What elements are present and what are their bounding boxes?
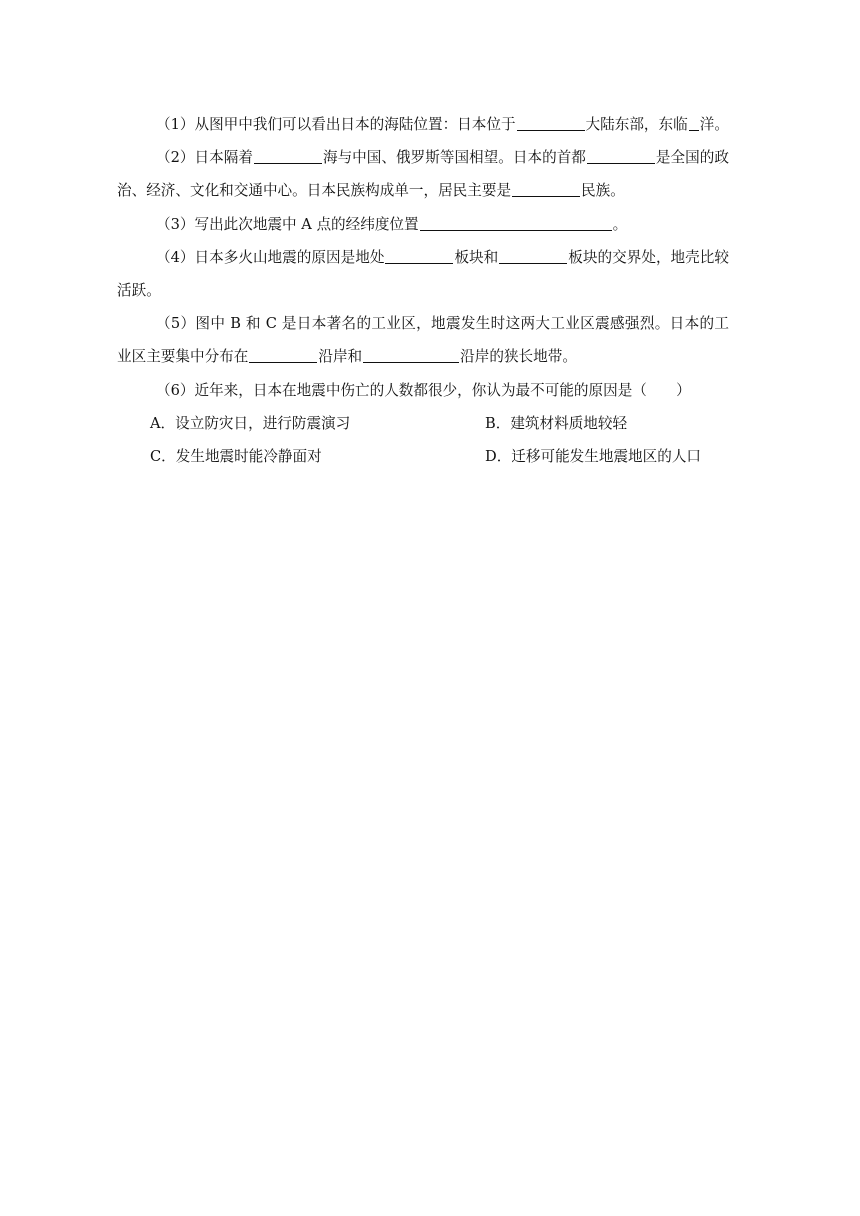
q4-text-2: 板块和 (454, 248, 499, 266)
q4-text-3: 板块的交界处，地壳比较活跃。 (117, 248, 729, 300)
answer-blank-coast-2[interactable] (363, 346, 459, 363)
question-6-stem: （6）近年来，日本在地震中伤亡的人数都很少，你认为最不可能的原因是（ ） (156, 381, 691, 399)
question-5 (117, 307, 729, 373)
q1-text-1: （1）从图甲中我们可以看出日本的海陆位置：日本位于 (156, 116, 516, 133)
q2-text-2: 海与中国、俄罗斯等国相望。日本的首都 (322, 149, 586, 167)
q3-text-2: 。 (612, 215, 628, 233)
answer-blank-capital[interactable] (587, 147, 655, 164)
question-4 (117, 241, 729, 307)
question-3 (117, 208, 729, 241)
q2-text-3: 是全国的政治、经济、文化和交通中心。日本民族构成单一，居民主要是 (117, 149, 729, 200)
q2-text-1: （2）日本隔着 (156, 149, 253, 167)
option-d[interactable]: D．迁移可能发生地震地区的人口 (485, 447, 702, 465)
q5-text-1: （5）图中 B 和 C 是日本著名的工业区，地震发生时这两大工业区震感强烈。日本的工业区主要集中分布在 (117, 315, 729, 366)
q1-text-2: 大陆东部，东临 (585, 116, 688, 133)
answer-blank-ocean[interactable] (689, 114, 699, 131)
answer-blank-sea[interactable] (254, 147, 322, 164)
option-c[interactable]: C．发生地震时能冷静面对 (150, 447, 322, 465)
option-b[interactable]: B．建筑材料质地较轻 (485, 414, 628, 432)
q1-text-3: 洋。 (699, 116, 729, 133)
question-6-options (117, 407, 729, 473)
answer-blank-coordinates[interactable] (420, 214, 612, 231)
q5-text-3: 沿岸的狭长地带。 (460, 348, 577, 366)
question-2 (117, 141, 729, 207)
answer-blank-coast-1[interactable] (249, 346, 317, 363)
option-a[interactable]: A．设立防灾日，进行防震演习 (150, 414, 351, 432)
answer-blank-ethnicity[interactable] (512, 180, 580, 197)
answer-blank-continent[interactable] (517, 114, 585, 131)
answer-blank-plate-2[interactable] (499, 247, 567, 264)
q3-text-1: （3）写出此次地震中 A 点的经纬度位置 (156, 215, 419, 233)
q2-text-4: 民族。 (581, 182, 625, 200)
q4-text-1: （4）日本多火山地震的原因是地处 (156, 248, 385, 266)
question-1 (117, 108, 729, 141)
answer-blank-plate-1[interactable] (385, 247, 453, 264)
question-list (117, 108, 729, 473)
q5-text-2: 沿岸和 (318, 348, 363, 366)
